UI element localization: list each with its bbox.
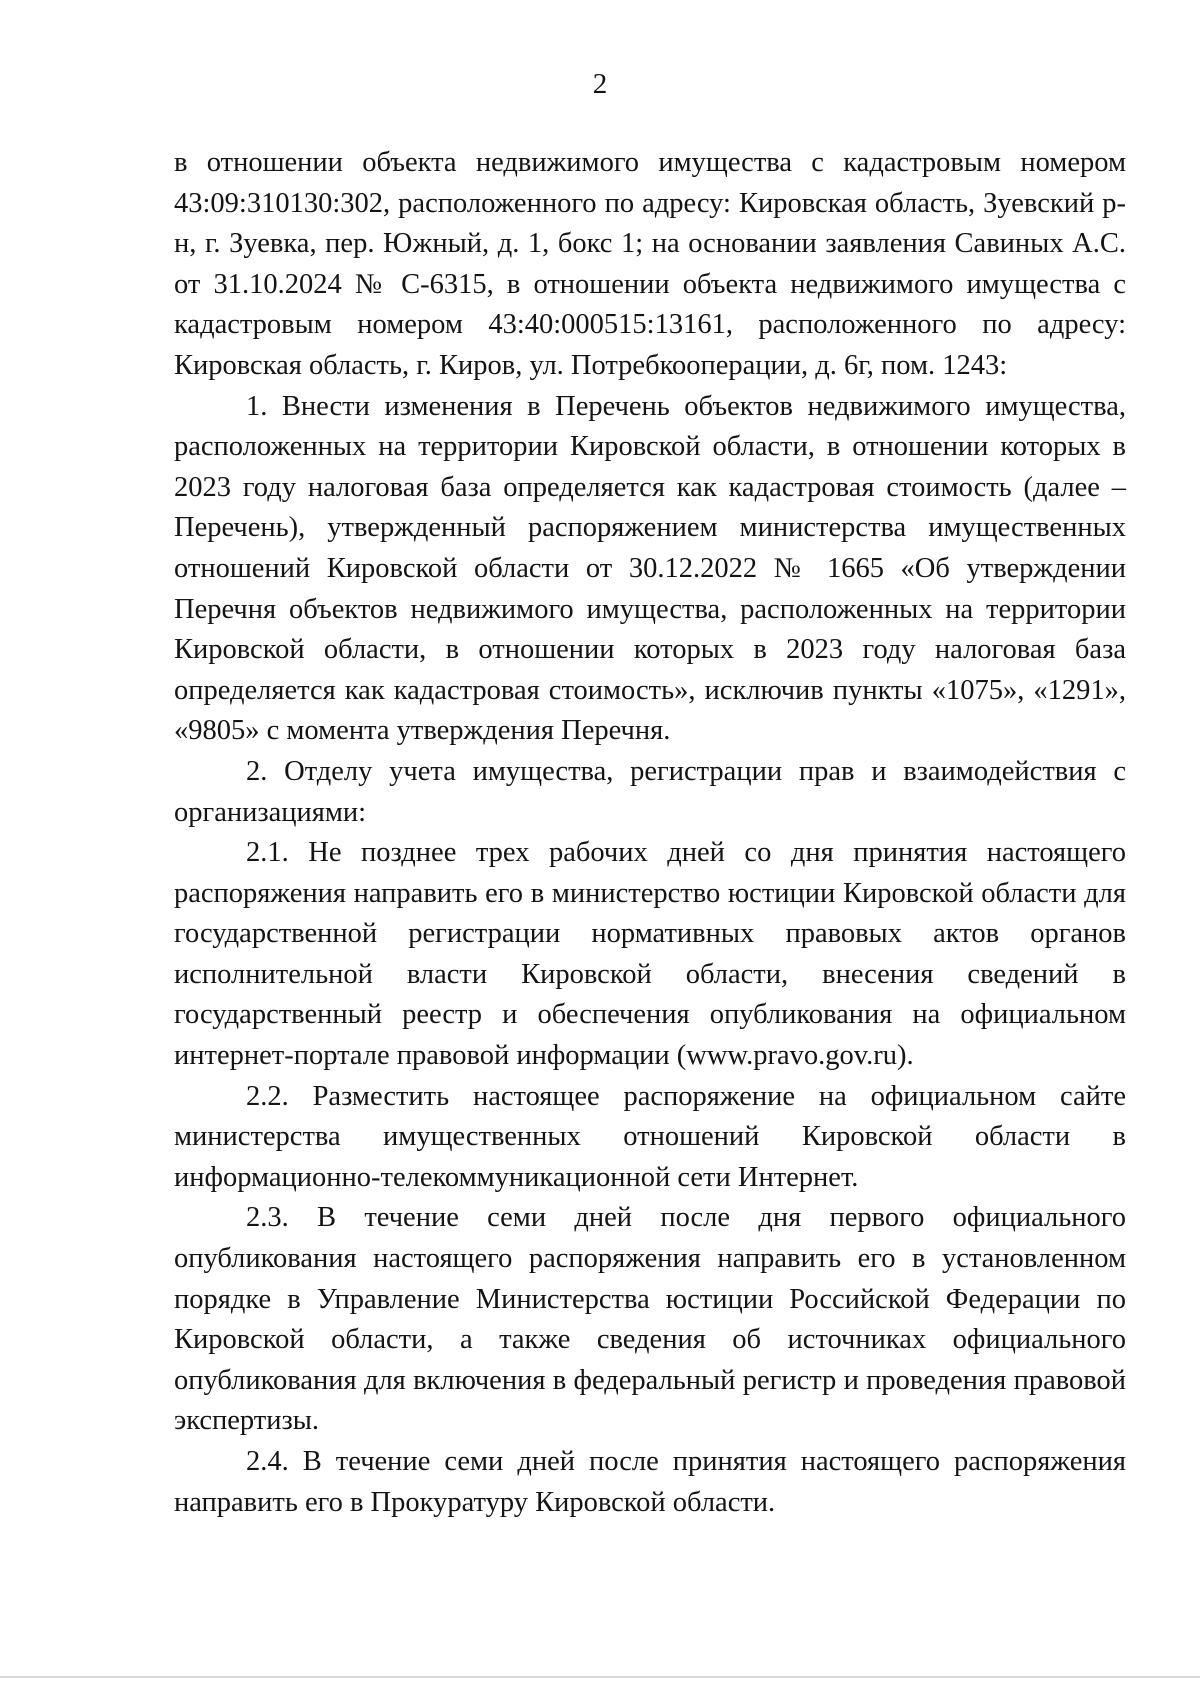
paragraph-intro-continuation: в отношении объекта недвижимого имущества с кадастровым номером 43:09:310130:302, расположенного по адресу: Кировская область, Зуевский р-н, г. Зуевка, пер. Южный, д. 1, бокс 1; на основании заявления Савиных А.С. от 31.10.2024 № С-6315, в отношении объекта недвижимого имущества с кадастровым номером 43:40:000515:13161, расположенного по адресу: Кировская область, г. Киров, ул. Потребкооперации, д. 6г, пом. 1243: — [174, 147, 1126, 381]
paragraph-item-2-4: 2.4. В течение семи дней после принятия настоящего распоряжения направить его в Прокуратуру Кировской области. — [174, 1446, 1126, 1518]
page-number: 2 — [592, 68, 608, 100]
paragraph-item-2-1: 2.1. Не позднее трех рабочих дней со дня принятия настоящего распоряжения направить его в министерство юстиции Кировской области для государственной регистрации нормативных правовых актов органов исполнительной власти Кировской области, внесения сведений в государственный реестр и обеспечения опубликования на официальном интернет-портале правовой информации (www.pravo.gov.ru). — [174, 837, 1126, 1072]
paragraph-item-1: 1. Внести изменения в Перечень объектов недвижимого имущества, расположенных на территории Кировской области, в отношении которых в 2023 году налоговая база определяется как кадастровая стоимость (далее – Перечень), утвержденный распоряжением министерства имущественных отношений Кировской области от 30.12.2022 № 1665 «Об утверждении Перечня объектов недвижимого имущества, расположенных на территории Кировской области, в отношении которых в 2023 году налоговая база определяется как кадастровая стоимость», исключив пункты «1075», «1291», «9805» с момента утверждения Перечня. — [174, 390, 1126, 747]
document-body — [174, 143, 1126, 1523]
paragraph-item-2-3: 2.3. В течение семи дней после дня первого официального опубликования настоящего распоряжения направить его в установленном порядке в Управление Министерства юстиции Российской Федерации по Кировской области, а также сведения об источниках официального опубликования для включения в федеральный регистр и проведения правовой экспертизы. — [174, 1202, 1126, 1437]
paragraph-item-2-2: 2.2. Разместить настоящее распоряжение на официальном сайте министерства имущественных отношений Кировской области в информационно-телекоммуникационной сети Интернет. — [174, 1080, 1126, 1193]
scan-bottom-edge — [0, 1676, 1200, 1678]
paragraph-item-2: 2. Отделу учета имущества, регистрации прав и взаимодействия с организациями: — [174, 755, 1126, 828]
